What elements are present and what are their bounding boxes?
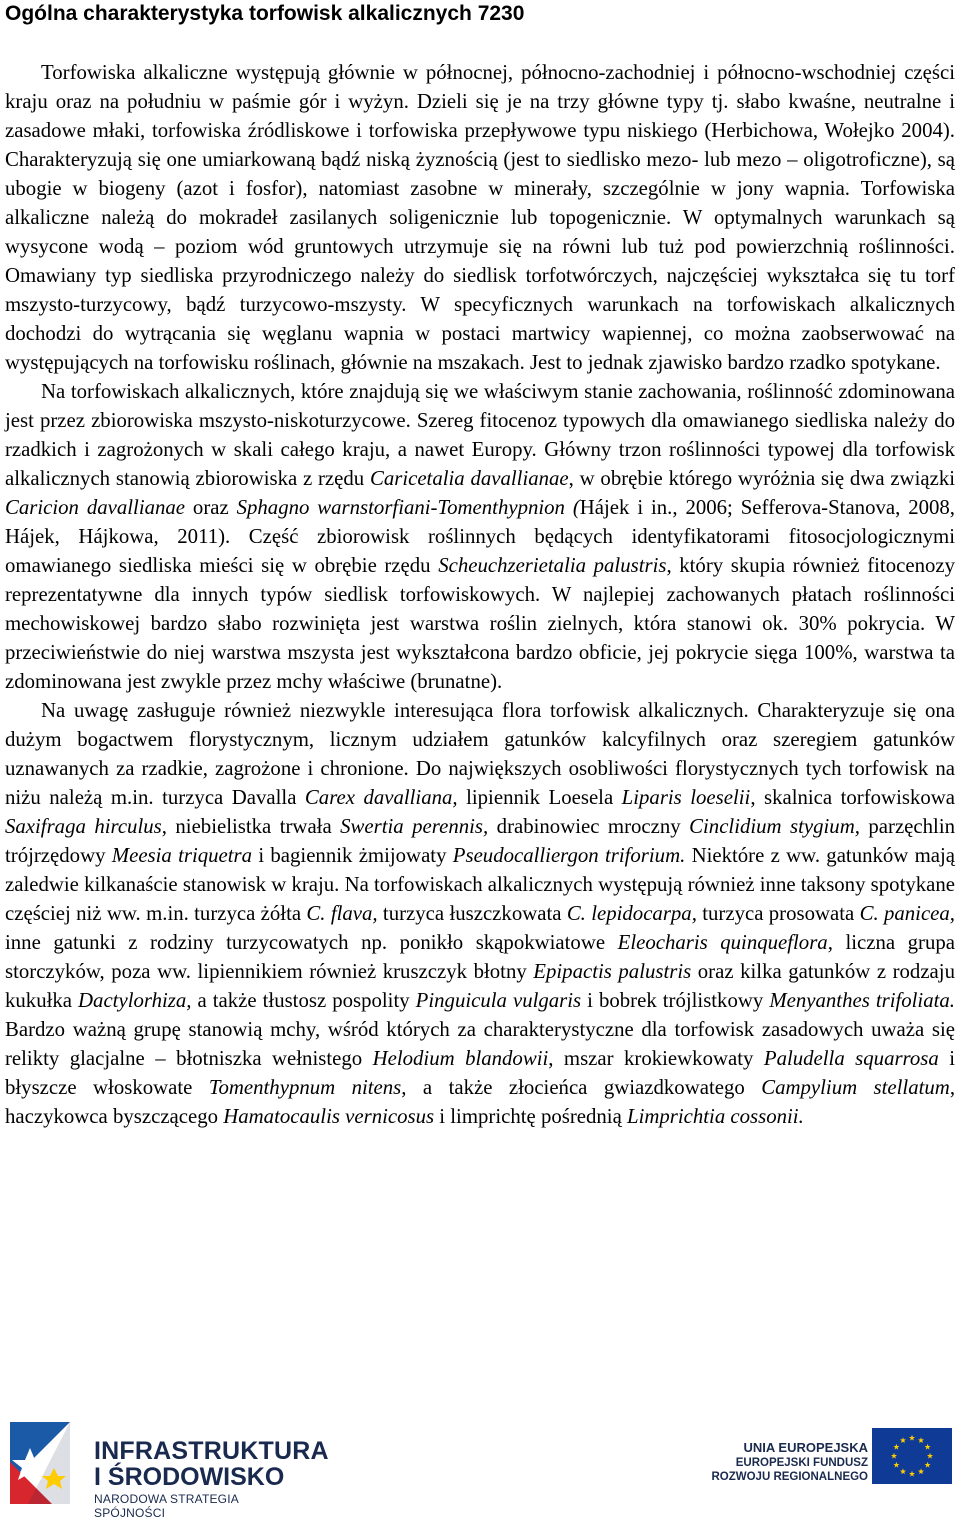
text-run: drabinowiec mroczny bbox=[488, 815, 690, 838]
eu-flag-icon bbox=[872, 1428, 952, 1484]
italic-text-run: C. panicea, bbox=[859, 902, 956, 925]
logo-line-1: INFRASTRUKTURA bbox=[94, 1437, 329, 1465]
text-run: a także tłustosz pospolity bbox=[191, 989, 416, 1012]
eu-logo bbox=[688, 1428, 952, 1504]
italic-text-run: Pseudocalliergon triforium. bbox=[452, 844, 686, 867]
text-run: Bardzo ważną grupę stanowią mchy, wśród których za charakterystyczne dla torfowisk zasadowych uważa się relikty glacjalne – błotniszka wełnistego bbox=[5, 1018, 955, 1070]
text-run: , haczykowca byszczącego bbox=[5, 1076, 956, 1128]
italic-text-run: Saxifraga hirculus bbox=[5, 815, 162, 838]
text-run: Torfowiska alkaliczne występują głównie w północnej, północno-zachodniej i północno-wschodniej części kraju oraz na południu w paśmie gór i wyżyn. Dzieli się je na trzy główne typy tj. słabo kwaśne, neutralne i zasadowe młaki, torfowiska źródliskowe i torfowiska przepływowe typu niskiego (Herbichowa, Wołejko 2004). Charakteryzują się one umiarkowaną bądź niską żyznością (jest to siedlisko mezo- lub mezo – oligotroficzne), są ubogie w biogeny (azot i fosfor), natomiast zasobne w minerały, szczególnie w jony wapnia. Torfowiska alkaliczne należą do mokradeł zasilanych soligenicznie lub topogenicznie. W optymalnych warunkach są wysycone wodą – poziom wód gruntowych utrzymuje się na równi lub tuż pod powierzchnią roślinności. Omawiany typ siedliska przyrodniczego należy do siedlisk torfotwórczych, najczęściej wykształca się tu torf mszysto-turzycowy, bądź turzycowo-mszysty. W specyficznych warunkach na torfowiskach alkalicznych dochodzi do wytrącania się węglanu wapnia w postaci martwicy wapiennej, co można zaobserwować na występujących na torfowisku roślinach, głównie na mszakach. Jest to jednak zjawisko bardzo rzadko spotykane. bbox=[5, 61, 955, 374]
italic-text-run: Cinclidium stygium, bbox=[689, 815, 860, 838]
text-run: oraz kilka gatunków z rodzaju kukułka bbox=[5, 960, 955, 1012]
infrastruktura-logo bbox=[8, 1418, 329, 1520]
italic-text-run: Epipactis palustris bbox=[533, 960, 692, 983]
italic-text-run: Carex davalliana, bbox=[304, 786, 458, 809]
text-run: i bagiennik żmijowaty bbox=[252, 844, 453, 867]
document-page bbox=[5, 0, 955, 1131]
italic-text-run: Caricion davallianae bbox=[5, 496, 186, 519]
text-run: turzyca prosowata bbox=[696, 902, 860, 925]
italic-text-run: Pinguicula vulgaris bbox=[415, 989, 582, 1012]
eu-line-2: EUROPEJSKI FUNDUSZ bbox=[735, 1457, 868, 1469]
italic-text-run: Menyanthes trifoliata. bbox=[769, 989, 955, 1012]
italic-text-run: Hamatocaulis vernicosus bbox=[223, 1105, 435, 1128]
italic-text-run: Swertia perennis, bbox=[340, 815, 489, 838]
paragraph-2 bbox=[5, 377, 955, 696]
cohesion-strategy-icon bbox=[8, 1418, 88, 1512]
logo-line-2: I ŚRODOWISKO bbox=[94, 1463, 285, 1491]
text-run: Hájek i in., 2006; Sefferova-Stanova, 2008, Hájek, Hájkowa, 2011). Część zbiorowisk roślinnych będących identyfikatorami fitosocjologicznymi omawianego siedliska mieści się w obrębie rzędu bbox=[5, 496, 955, 577]
text-run: inne gatunki z rodziny turzycowatych np. ponikło skąpokwiatowe bbox=[5, 931, 618, 954]
text-run: Niektóre z ww. gatunków mają zaledwie kilkanaście stanowisk w kraju. Na torfowiskach alkalicznych występują również inne taksony spotykane częściej niż ww. m.in. turzyca żółta bbox=[5, 844, 956, 925]
italic-text-run: Campylium stellatum bbox=[761, 1076, 950, 1099]
text-run: Na uwagę zasługuje również niezwykle interesująca flora torfowisk alkalicznych. Charakteryzuje się ona dużym bogactwem florystycznym, licznym udziałem gatunków kalcyfilnych oraz szeregiem gatunków uznawanych za rzadkie, zagrożone i chronione. Do największych osobliwości florystycznych tych torfowisk na niżu należą m.in. turzyca Davalla bbox=[5, 699, 955, 809]
page-title: Ogólna charakterystyka torfowisk alkalicznych 7230 bbox=[5, 2, 525, 25]
text-run: , który skupia również fitocenozy reprezentatywne dla innych typów siedlisk torfowiskowych. W najlepiej zachowanych płatach roślinności mechowiskowej bardzo słabo rozwinięta jest warstwa roślin zielnych, która stanowi ok. 30% pokrycia. W przeciwieństwie do niej warstwa mszysta jest wykształcona bardzo obficie, jej pokrycie sięga 100%, warstwa ta zdominowana jest zwykle przez mchy właściwe (brunatne). bbox=[5, 554, 955, 693]
italic-text-run: Tomenthypnum nitens bbox=[208, 1076, 402, 1099]
text-run: , niebielistka trwała bbox=[161, 815, 341, 838]
italic-text-run: Eleocharis quinqueflora, bbox=[617, 931, 833, 954]
text-run: , a także złocieńca gwiazdkowatego bbox=[401, 1076, 762, 1099]
italic-text-run: C. lepidocarpa, bbox=[566, 902, 697, 925]
italic-text-run: Caricetalia davallianae bbox=[369, 467, 569, 490]
italic-text-run: Meesia triquetra bbox=[111, 844, 253, 867]
italic-text-run: Sphagno warnstorfiani-Tomenthypnion ( bbox=[236, 496, 580, 519]
text-run: i limprichtę pośrednią bbox=[434, 1105, 627, 1128]
text-run: lipiennik Loesela bbox=[457, 786, 622, 809]
italic-text-run: Limprichtia cossonii. bbox=[627, 1105, 804, 1128]
text-run: turzyca łuszczkowata bbox=[377, 902, 567, 925]
text-run: i błyszcze włoskowate bbox=[5, 1047, 956, 1099]
text-run: parzęchlin trójrzędowy bbox=[5, 815, 955, 867]
text-run: liczna grupa storczyków, poza ww. lipiennikiem również kruszczyk błotny bbox=[5, 931, 955, 983]
italic-text-run: C. flava, bbox=[306, 902, 378, 925]
italic-text-run: Helodium blandowii bbox=[372, 1047, 549, 1070]
text-run: , w obrębie którego wyróżnia się dwa związki bbox=[568, 467, 955, 490]
paragraph-3 bbox=[5, 696, 955, 1131]
paragraph-1 bbox=[5, 58, 955, 377]
italic-text-run: Dactylorhiza, bbox=[78, 989, 192, 1012]
footer bbox=[0, 1418, 960, 1520]
italic-text-run: Paludella squarrosa bbox=[763, 1047, 939, 1070]
eu-line-1: UNIA EUROPEJSKA bbox=[743, 1440, 868, 1455]
text-run: i bobrek trójlistkowy bbox=[581, 989, 770, 1012]
eu-text bbox=[711, 1440, 868, 1484]
text-run: Na torfowiskach alkalicznych, które znajdują się we właściwym stanie zachowania, roślinność zdominowana jest przez zbiorowiska mszysto-niskoturzycowe. Szereg fitocenoz typowych dla omawianego siedliska należy do rzadkich i zagrożonych w skali całego kraju, a nawet Europy. Główny trzon roślinności typowej dla torfowisk alkalicznych stanowią zbiorowiska z rzędu bbox=[5, 380, 955, 490]
text-run: , skalnica torfowiskowa bbox=[750, 786, 955, 809]
eu-line-3: ROZWOJU REGIONALNEGO bbox=[711, 1471, 868, 1483]
logo-line-3: NARODOWA STRATEGIA SPÓJNOŚCI bbox=[94, 1492, 239, 1520]
text-run: , mszar krokiewkowaty bbox=[548, 1047, 764, 1070]
italic-text-run: Scheuchzerietalia palustris bbox=[438, 554, 667, 577]
italic-text-run: Liparis loeselii bbox=[621, 786, 751, 809]
text-run: oraz bbox=[185, 496, 237, 519]
